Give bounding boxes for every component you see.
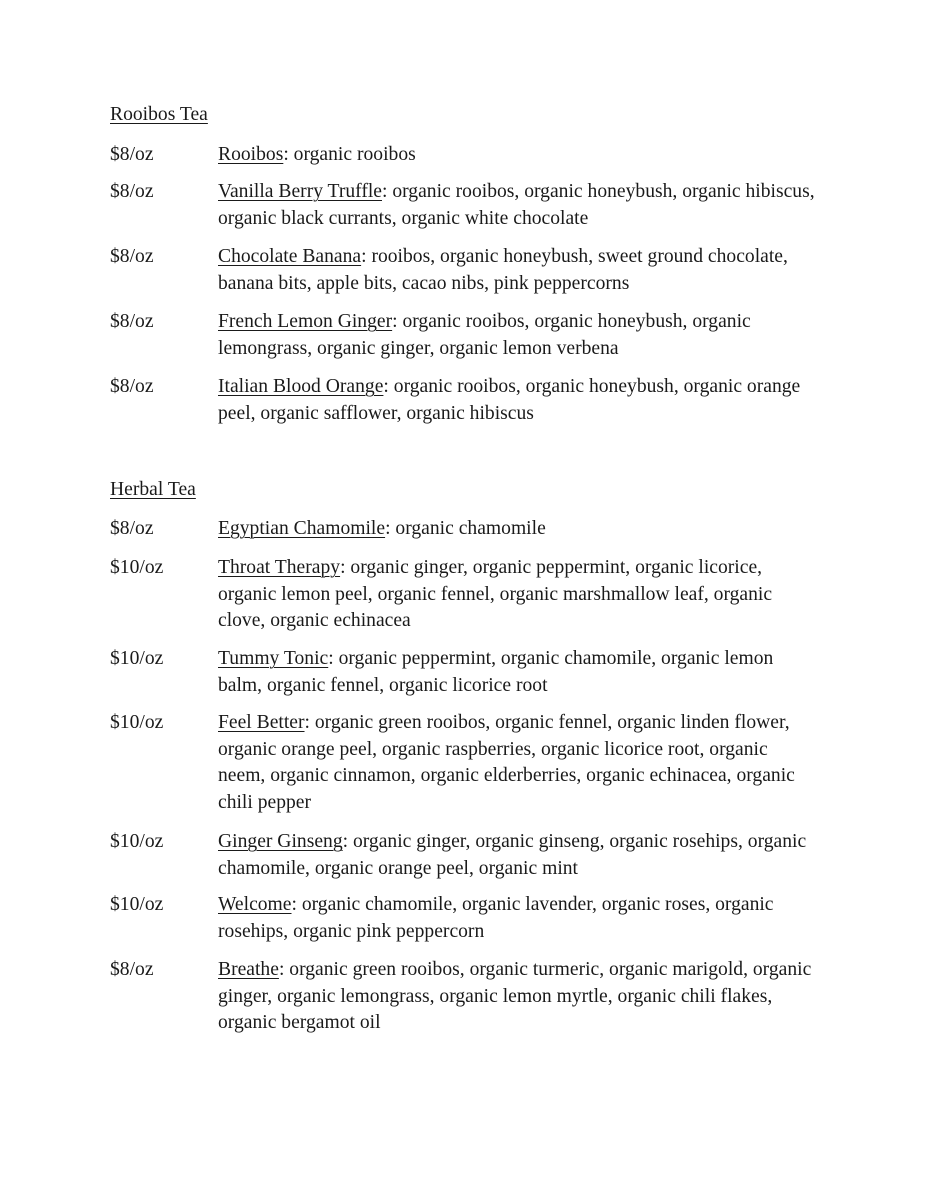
item-price: $8/oz (110, 959, 154, 980)
item-name: Welcome (218, 894, 292, 915)
section-title: Rooibos Tea (110, 104, 208, 125)
item-name: Vanilla Berry Truffle (218, 181, 382, 202)
item-ingredients: organic peppermint, organic chamomile, organic lemon balm, organic fennel, organic licorice root (218, 648, 774, 696)
item-ingredients: organic rooibos, organic honeybush, organic hibiscus, organic black currants, organic white chocolate (218, 181, 815, 229)
item-description (218, 555, 818, 635)
item-name: Italian Blood Orange (218, 376, 384, 397)
section-herbal-tea (110, 477, 830, 1033)
item-ingredients: organic green rooibos, organic turmeric, organic marigold, organic ginger, organic lemongrass, organic lemon myrtle, organic chili flakes, organic bergamot oil (218, 959, 812, 1033)
separator: : (392, 311, 403, 332)
item-description (218, 309, 818, 362)
item-description (218, 710, 818, 816)
separator: : (283, 144, 294, 165)
item-price: $10/oz (110, 831, 164, 852)
item-ingredients: organic rooibos (293, 144, 416, 165)
item-name: Rooibos (218, 144, 284, 165)
item-ingredients: organic chamomile, organic lavender, organic roses, organic rosehips, organic pink peppercorn (218, 894, 774, 942)
item-description (218, 957, 818, 1037)
item-ingredients: organic ginger, organic peppermint, organic licorice, organic lemon peel, organic fennel, organic marshmallow leaf, organic clove, organic echinacea (218, 557, 773, 631)
item-ingredients: organic chamomile (395, 518, 546, 539)
item-price: $8/oz (110, 246, 154, 267)
separator: : (385, 518, 396, 539)
item-ingredients: organic ginger, organic ginseng, organic rosehips, organic chamomile, organic orange peel, organic mint (218, 831, 807, 879)
item-name: Throat Therapy (218, 557, 341, 578)
item-name: French Lemon Ginger (218, 311, 393, 332)
item-ingredients: organic green rooibos, organic fennel, organic linden flower, organic orange peel, organic raspberries, organic licorice root, organic neem, organic cinnamon, organic elderberries, organic echinacea, organic chili pepper (218, 712, 795, 813)
item-description (218, 244, 818, 297)
item-description (218, 516, 818, 543)
separator: : (278, 959, 290, 980)
item-price: $8/oz (110, 311, 154, 332)
item-price: $10/oz (110, 648, 164, 669)
separator: : (328, 648, 339, 669)
item-ingredients: organic rooibos, organic honeybush, organic lemongrass, organic ginger, organic lemon verbena (218, 311, 751, 359)
item-price: $8/oz (110, 144, 154, 165)
separator: : (291, 894, 302, 915)
separator: : (340, 557, 351, 578)
item-price: $8/oz (110, 181, 154, 202)
section-title: Herbal Tea (110, 479, 196, 500)
item-description (218, 829, 818, 882)
item-name: Breathe (218, 959, 279, 980)
item-price: $8/oz (110, 376, 154, 397)
item-name: Tummy Tonic (218, 648, 329, 669)
item-description (218, 374, 818, 427)
separator: : (383, 376, 394, 397)
item-description (218, 892, 818, 945)
item-ingredients: organic rooibos, organic honeybush, organic orange peel, organic safflower, organic hibiscus (218, 376, 801, 424)
item-name: Feel Better (218, 712, 305, 733)
item-price: $10/oz (110, 557, 164, 578)
separator: : (382, 181, 393, 202)
item-price: $10/oz (110, 712, 164, 733)
item-name: Egyptian Chamomile (218, 518, 386, 539)
separator: : (342, 831, 353, 852)
item-description (218, 646, 818, 699)
item-name: Ginger Ginseng (218, 831, 343, 852)
item-ingredients: rooibos, organic honeybush, sweet ground chocolate, banana bits, apple bits, cacao nibs, pink peppercorns (218, 246, 788, 294)
separator: : (361, 246, 372, 267)
section-rooibos-tea (110, 102, 830, 424)
item-description (218, 142, 818, 169)
item-price: $8/oz (110, 518, 154, 539)
separator: : (304, 712, 315, 733)
item-price: $10/oz (110, 894, 164, 915)
item-name: Chocolate Banana (218, 246, 362, 267)
item-description (218, 179, 818, 232)
